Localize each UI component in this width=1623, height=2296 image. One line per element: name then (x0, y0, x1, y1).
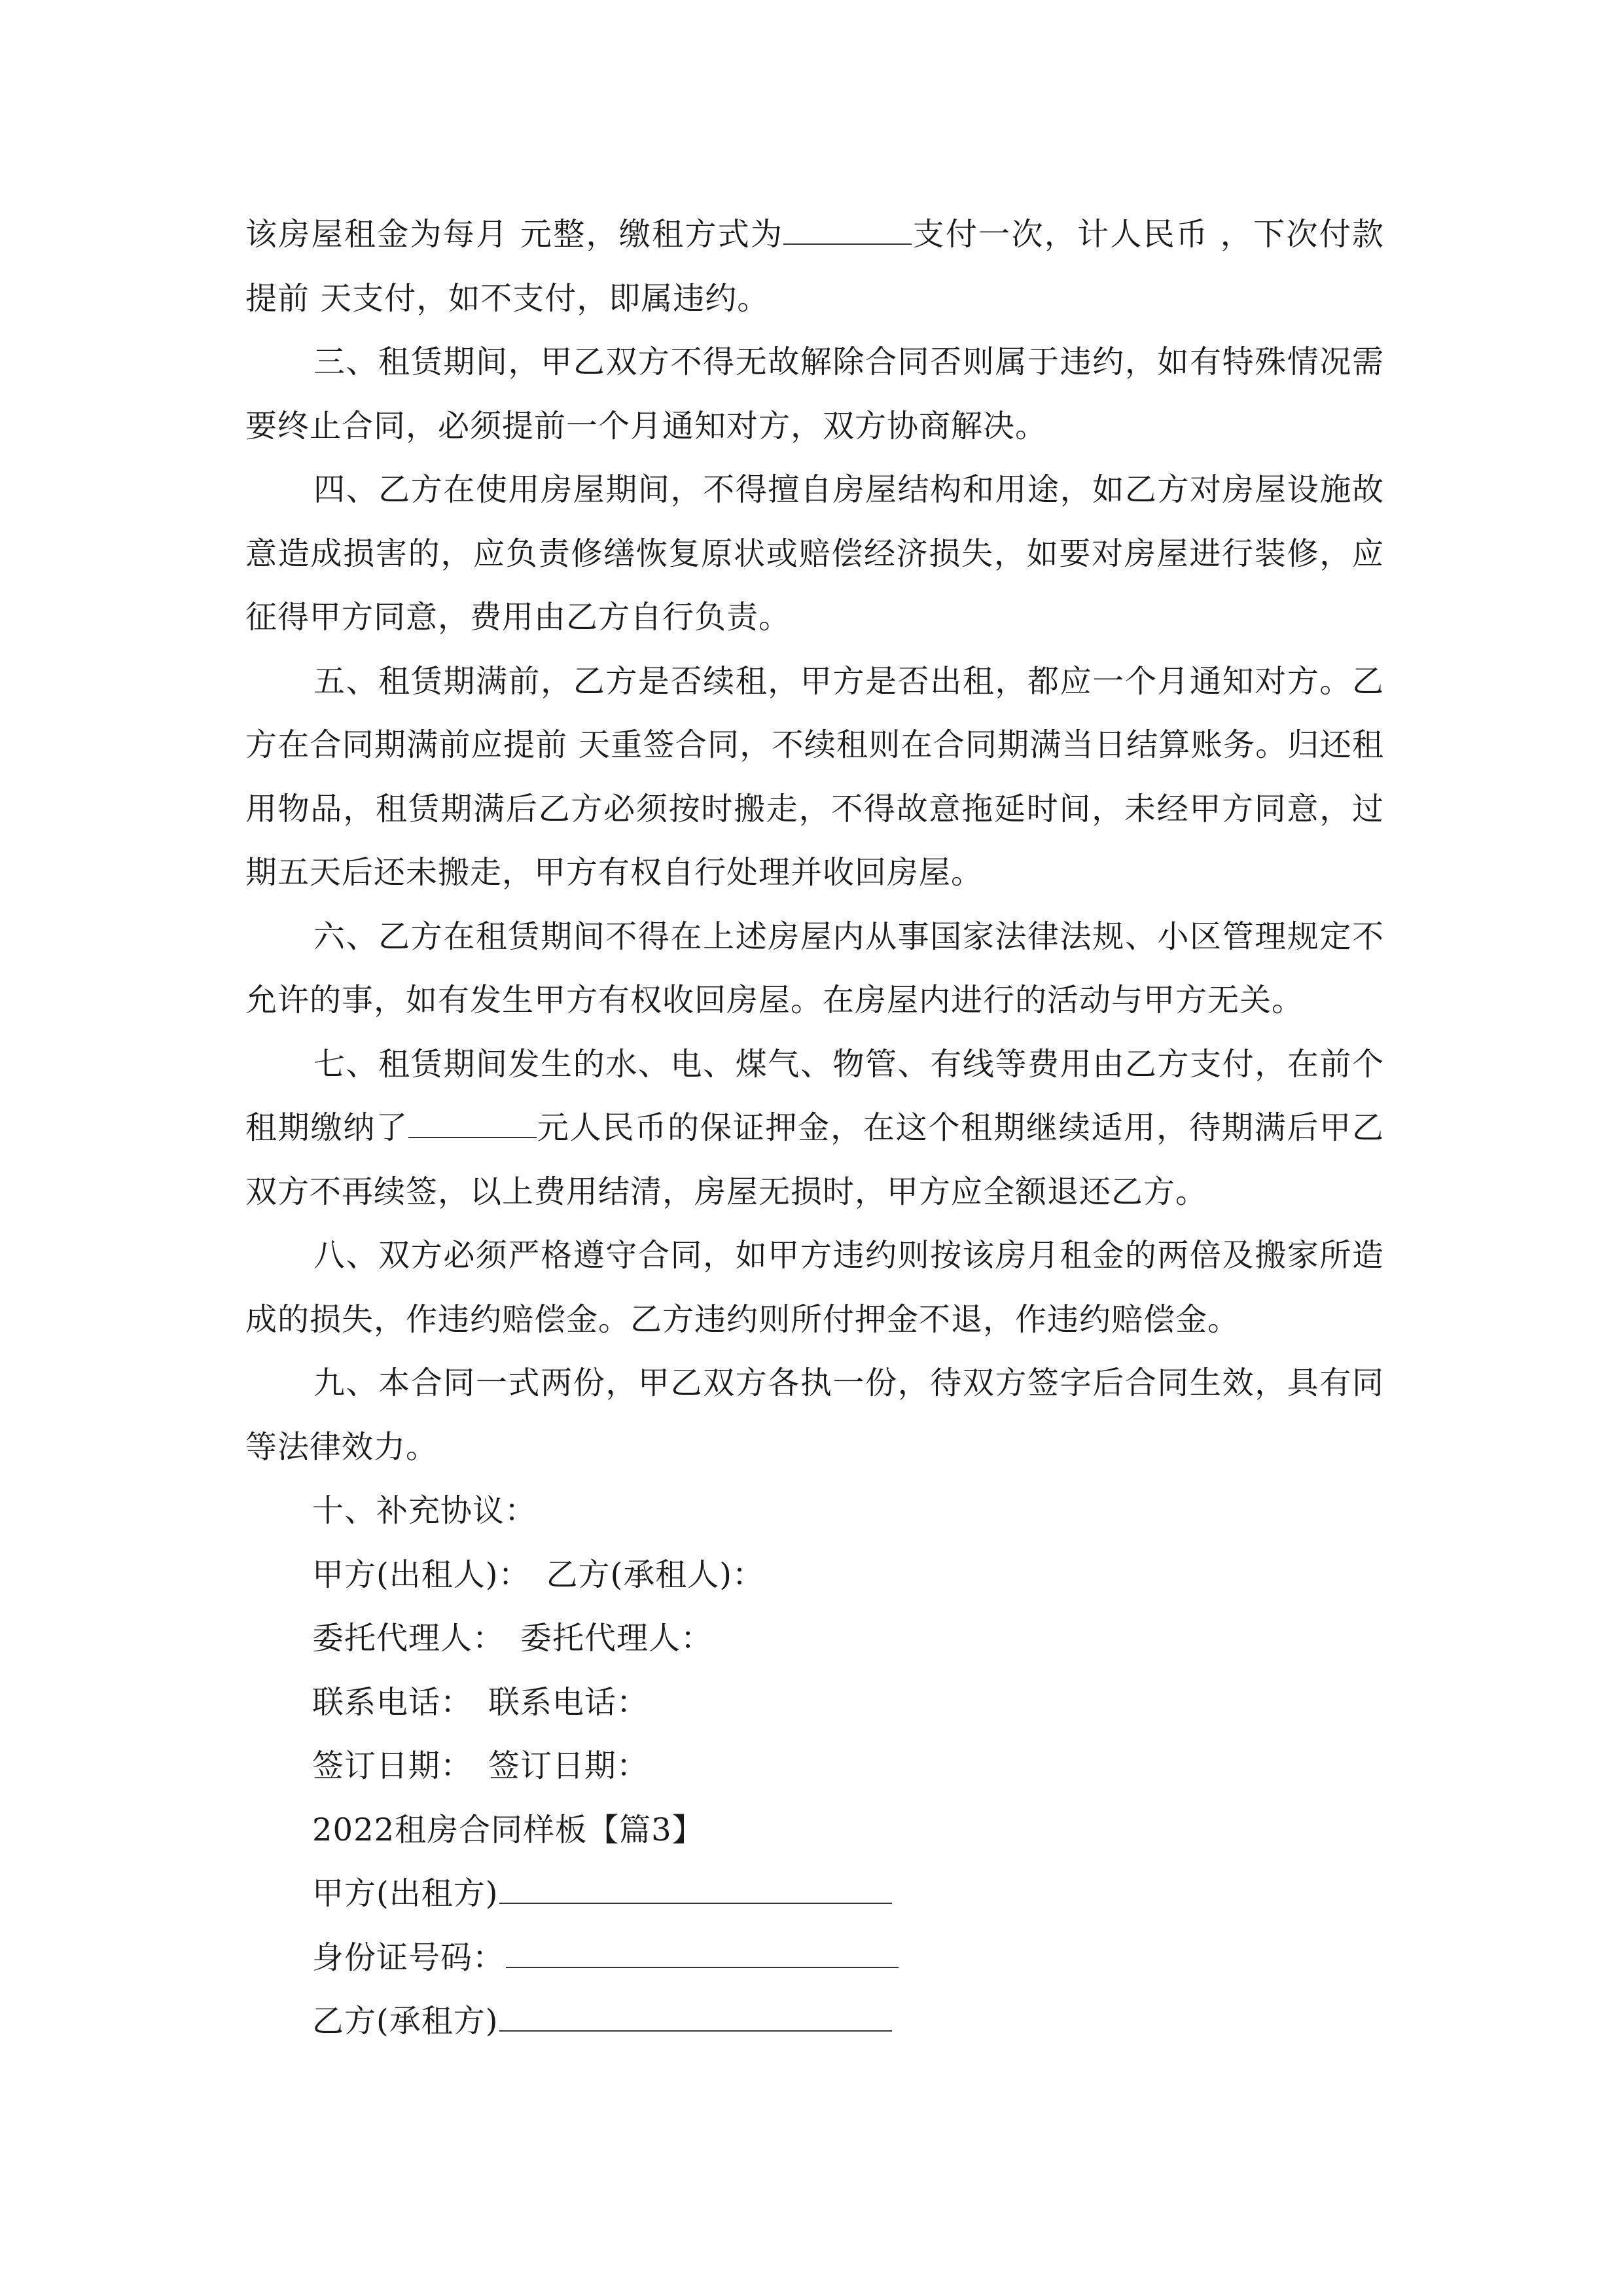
contract-body (245, 203, 1384, 2054)
form-field-label: 身份证号码： (312, 1939, 505, 1976)
signature-left-label: 委托代理人： (312, 1620, 505, 1657)
form-field-blank (499, 1876, 892, 1904)
clause-9: 九、本合同一式两份，甲乙双方各执一份，待双方签字后合同生效，具有同等法律效力。 (245, 1365, 1384, 1465)
clause-3: 三、租赁期间，甲乙双方不得无故解除合同否则属于违约，如有特殊情况需要终止合同，必须提前一个月通知对方，双方协商解决。 (245, 344, 1384, 444)
clause-7-text-a: 七、租赁期间发生的水、电、煤气、物管、有线等费用由乙方支付，在前个租期缴纳了 (245, 1045, 1384, 1146)
form-field-lessor (245, 1862, 1384, 1926)
signature-right-label: 乙方(承租人)： (546, 1556, 764, 1593)
signature-right-label: 签订日期： (488, 1748, 649, 1784)
supplement-heading: 十、补充协议： (312, 1492, 537, 1529)
clause-7-text-b: 元人民币的保证押金，在这个租期继续适用，待期满后甲乙双方不再续签，以上费用结清，房屋无损时，甲方应全额退还乙方。 (245, 1109, 1384, 1210)
clause-7 (245, 1033, 1384, 1225)
form-field-blank (499, 2004, 892, 2032)
form-field-blank (506, 1941, 899, 1968)
signature-row-agents (245, 1607, 1384, 1671)
signature-left-label: 签订日期： (312, 1748, 473, 1784)
signature-row-phones (245, 1671, 1384, 1735)
payment-method-blank (783, 217, 912, 245)
form-field-label: 乙方(承租方) (312, 2003, 499, 2039)
clause-6: 六、乙方在租赁期间不得在上述房屋内从事国家法律法规、小区管理规定不允许的事，如有发生甲方有权收回房屋。在房屋内进行的活动与甲方无关。 (245, 918, 1384, 1018)
signature-left-label: 联系电话： (312, 1683, 473, 1721)
signature-row-dates (245, 1734, 1384, 1799)
signature-right-label: 委托代理人： (520, 1620, 713, 1657)
clause-8: 八、双方必须严格遵守合同，如甲方违约则按该房月租金的两倍及搬家所造成的损失，作违约赔偿金。乙方违约则所付押金不退，作违约赔偿金。 (245, 1237, 1384, 1338)
signature-left-label: 甲方(出租人)： (312, 1556, 531, 1593)
signature-right-label: 联系电话： (488, 1683, 649, 1721)
rent-payment-paragraph (245, 203, 1384, 331)
rent-payment-text-a: 该房屋租金为每月 元整，缴租方式为 (245, 216, 784, 253)
clause-5: 五、租赁期满前，乙方是否续租，甲方是否出租，都应一个月通知对方。乙方在合同期满前应提前 天重签合同，不续租则在合同期满当日结算账务。归还租用物品，租赁期满后乙方必须按时搬走，不得故意拖延时间，未经甲方同意，过期五天后还未搬走，甲方有权自行处理并收回房屋。 (245, 662, 1384, 891)
form-field-id-number (245, 1926, 1384, 1990)
clause-4: 四、乙方在使用房屋期间，不得擅自房屋结构和用途，如乙方对房屋设施故意造成损害的，应负责修缮恢复原状或赔偿经济损失，如要对房屋进行装修，应征得甲方同意，费用由乙方自行负责。 (245, 471, 1384, 636)
form-field-label: 甲方(出租方) (312, 1875, 499, 1912)
deposit-amount-blank (408, 1111, 537, 1138)
section-title: 2022租房合同样板【篇3】 (312, 1811, 704, 1848)
rent-payment-text-b: 支付一次，计人民币 ，下次付款提前 天支付，如不支付，即属违约。 (245, 216, 1384, 317)
signature-row-parties (245, 1543, 1384, 1607)
form-field-lessee (245, 1990, 1384, 2054)
